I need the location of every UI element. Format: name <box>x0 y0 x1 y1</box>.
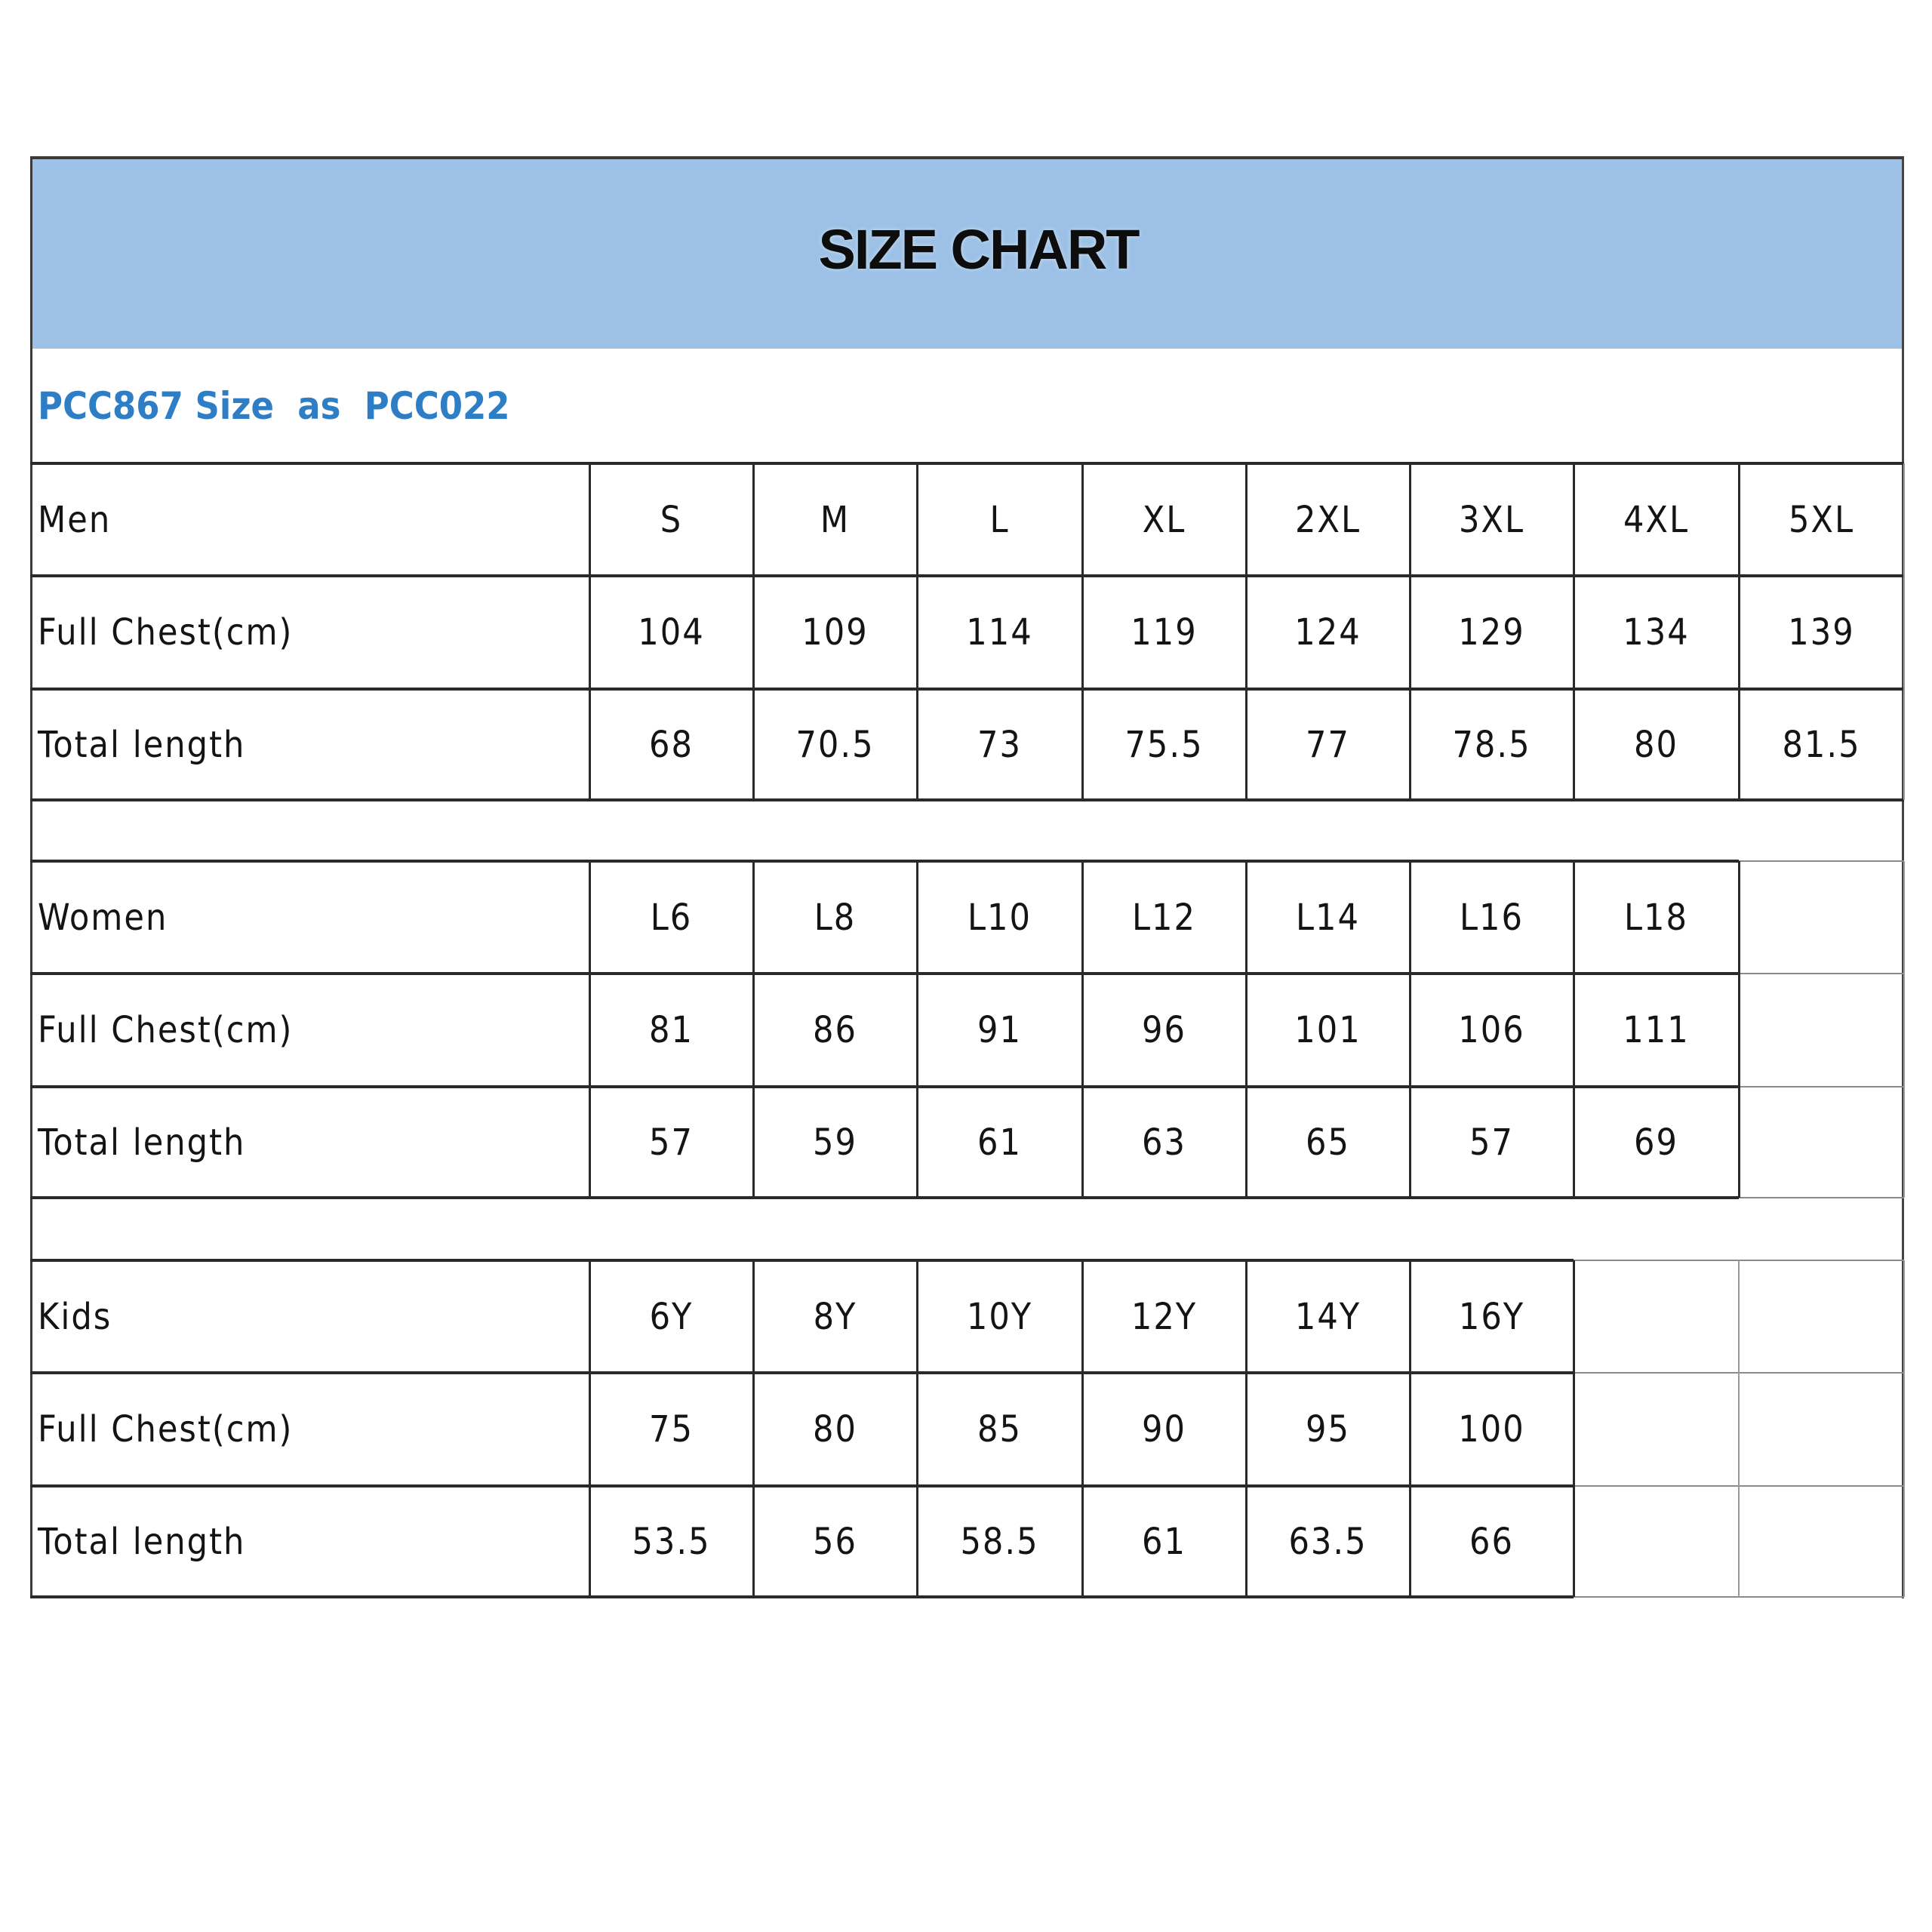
row-label: Total length <box>38 1121 246 1164</box>
size-label-cell: 16Y <box>1458 1295 1525 1338</box>
measurement-cell: 96 <box>1142 1009 1186 1051</box>
table-rule <box>30 688 1904 691</box>
measurement-cell: 73 <box>977 723 1022 766</box>
table-rule <box>30 1085 1739 1088</box>
column-divider <box>1409 861 1411 1198</box>
column-divider <box>1573 463 1575 800</box>
size-table-kids <box>30 1260 1904 1597</box>
size-label-cell: 12Y <box>1131 1295 1198 1338</box>
measurement-cell: 100 <box>1458 1408 1525 1451</box>
column-divider <box>916 463 918 800</box>
column-divider <box>1738 861 1740 1198</box>
measurement-cell: 85 <box>977 1408 1022 1451</box>
column-divider <box>1081 861 1084 1198</box>
size-label-cell: L <box>989 498 1010 541</box>
row-label: Total length <box>38 723 246 766</box>
column-divider <box>1409 463 1411 800</box>
measurement-cell: 78.5 <box>1452 723 1531 766</box>
measurement-cell <box>1574 1373 1739 1486</box>
column-divider <box>1573 1260 1575 1597</box>
size-label-cell: 4XL <box>1623 498 1690 541</box>
measurement-cell: 63.5 <box>1288 1520 1367 1563</box>
measurement-cell: 80 <box>1634 723 1678 766</box>
column-divider <box>1903 861 1905 1198</box>
table-rule <box>30 860 1739 863</box>
size-label-cell: S <box>660 498 683 541</box>
measurement-cell: 75.5 <box>1124 723 1204 766</box>
measurement-cell: 86 <box>813 1009 857 1051</box>
table-rule-light <box>1739 1197 1904 1198</box>
title-banner <box>30 156 1904 349</box>
measurement-cell: 81.5 <box>1782 723 1861 766</box>
column-divider <box>752 463 755 800</box>
row-label: Total length <box>38 1520 246 1563</box>
size-label-cell: L16 <box>1460 896 1524 939</box>
size-label-cell <box>1739 861 1904 974</box>
column-divider <box>1081 1260 1084 1597</box>
measurement-cell: 134 <box>1623 611 1690 654</box>
measurement-cell <box>1574 1486 1739 1597</box>
measurement-cell: 106 <box>1458 1009 1525 1051</box>
women-header-row <box>30 861 1904 974</box>
measurement-cell <box>1739 974 1904 1087</box>
column-divider <box>1245 861 1247 1198</box>
measurement-cell: 61 <box>1142 1520 1186 1563</box>
women-chest-row <box>30 974 1904 1087</box>
measurement-cell: 95 <box>1306 1408 1350 1451</box>
kids-length-row <box>30 1486 1904 1597</box>
measurement-cell <box>1739 1087 1904 1198</box>
kids-header-row <box>30 1260 1904 1373</box>
size-label-cell: M <box>820 498 851 541</box>
column-divider <box>752 1260 755 1597</box>
column-divider <box>1738 1260 1740 1597</box>
column-divider <box>1409 1260 1411 1597</box>
column-divider <box>752 861 755 1198</box>
size-label-cell: L8 <box>814 896 857 939</box>
table-rule <box>30 462 1904 465</box>
size-label-cell: XL <box>1142 498 1186 541</box>
row-label: Women <box>38 896 168 939</box>
men-chest-row <box>30 576 1904 689</box>
table-rule <box>30 972 1739 975</box>
measurement-cell: 63 <box>1142 1121 1186 1164</box>
measurement-cell: 66 <box>1469 1520 1514 1563</box>
measurement-cell: 61 <box>977 1121 1022 1164</box>
measurement-cell: 109 <box>801 611 869 654</box>
measurement-cell: 91 <box>977 1009 1022 1051</box>
measurement-cell: 80 <box>813 1408 857 1451</box>
size-label-cell: 3XL <box>1458 498 1525 541</box>
measurement-cell: 70.5 <box>795 723 875 766</box>
kids-chest-row <box>30 1373 1904 1486</box>
measurement-cell: 68 <box>649 723 694 766</box>
measurement-cell: 119 <box>1131 611 1198 654</box>
row-label: Men <box>38 498 112 541</box>
table-rule <box>30 798 1904 801</box>
table-rule <box>30 1484 1574 1487</box>
size-label-cell: L12 <box>1132 896 1196 939</box>
column-divider <box>1245 463 1247 800</box>
measurement-cell: 56 <box>813 1520 857 1563</box>
column-divider <box>916 1260 918 1597</box>
row-label: Kids <box>38 1295 112 1338</box>
row-label: Full Chest(cm) <box>38 1009 294 1051</box>
table-rule <box>30 1196 1739 1199</box>
table-rule-light <box>1739 973 1904 974</box>
measurement-cell: 101 <box>1294 1009 1361 1051</box>
row-label: Full Chest(cm) <box>38 1408 294 1451</box>
table-rule-light <box>1739 1086 1904 1088</box>
measurement-cell: 57 <box>649 1121 694 1164</box>
measurement-cell: 90 <box>1142 1408 1186 1451</box>
measurement-cell: 75 <box>649 1408 694 1451</box>
page-title: SIZE CHART <box>818 218 1139 281</box>
size-table-men <box>30 463 1904 800</box>
size-label-cell: L14 <box>1296 896 1360 939</box>
size-label-cell: 2XL <box>1294 498 1361 541</box>
men-header-row <box>30 463 1904 576</box>
measurement-cell: 104 <box>638 611 705 654</box>
size-label-cell: L6 <box>650 896 693 939</box>
row-label: Full Chest(cm) <box>38 611 294 654</box>
size-label-cell: 8Y <box>813 1295 857 1338</box>
size-label-cell: 6Y <box>649 1295 694 1338</box>
column-divider <box>1903 463 1905 800</box>
size-label-cell: L18 <box>1624 896 1688 939</box>
women-length-row <box>30 1087 1904 1198</box>
measurement-cell: 124 <box>1294 611 1361 654</box>
table-rule <box>30 1259 1574 1262</box>
measurement-cell: 114 <box>966 611 1033 654</box>
measurement-cell: 81 <box>649 1009 694 1051</box>
measurement-cell: 53.5 <box>632 1520 711 1563</box>
size-label-cell <box>1739 1260 1904 1373</box>
column-divider <box>589 463 591 800</box>
table-rule <box>30 574 1904 577</box>
measurement-cell: 58.5 <box>960 1520 1039 1563</box>
column-divider <box>1738 463 1740 800</box>
column-divider <box>1245 1260 1247 1597</box>
measurement-cell <box>1739 1486 1904 1597</box>
size-table-women <box>30 861 1904 1198</box>
size-label-cell: L10 <box>968 896 1032 939</box>
column-divider <box>1081 463 1084 800</box>
column-divider <box>1903 1260 1905 1597</box>
measurement-cell: 139 <box>1788 611 1855 654</box>
table-rule <box>30 1595 1574 1598</box>
size-label-cell <box>1574 1260 1739 1373</box>
table-rule <box>30 1371 1574 1374</box>
table-rule-light <box>1739 860 1904 862</box>
size-label-cell: 10Y <box>966 1295 1033 1338</box>
size-label-cell: 14Y <box>1294 1295 1361 1338</box>
measurement-cell: 65 <box>1306 1121 1350 1164</box>
product-subtitle: PCC867 Size as PCC022 <box>38 384 510 428</box>
measurement-cell: 111 <box>1623 1009 1690 1051</box>
measurement-cell: 77 <box>1306 723 1350 766</box>
measurement-cell: 69 <box>1634 1121 1678 1164</box>
men-length-row <box>30 689 1904 800</box>
column-divider <box>1573 861 1575 1198</box>
measurement-cell: 59 <box>813 1121 857 1164</box>
measurement-cell <box>1739 1373 1904 1486</box>
column-divider <box>916 861 918 1198</box>
size-label-cell: 5XL <box>1788 498 1855 541</box>
column-divider <box>589 1260 591 1597</box>
measurement-cell: 57 <box>1469 1121 1514 1164</box>
column-divider <box>589 861 591 1198</box>
measurement-cell: 129 <box>1458 611 1525 654</box>
